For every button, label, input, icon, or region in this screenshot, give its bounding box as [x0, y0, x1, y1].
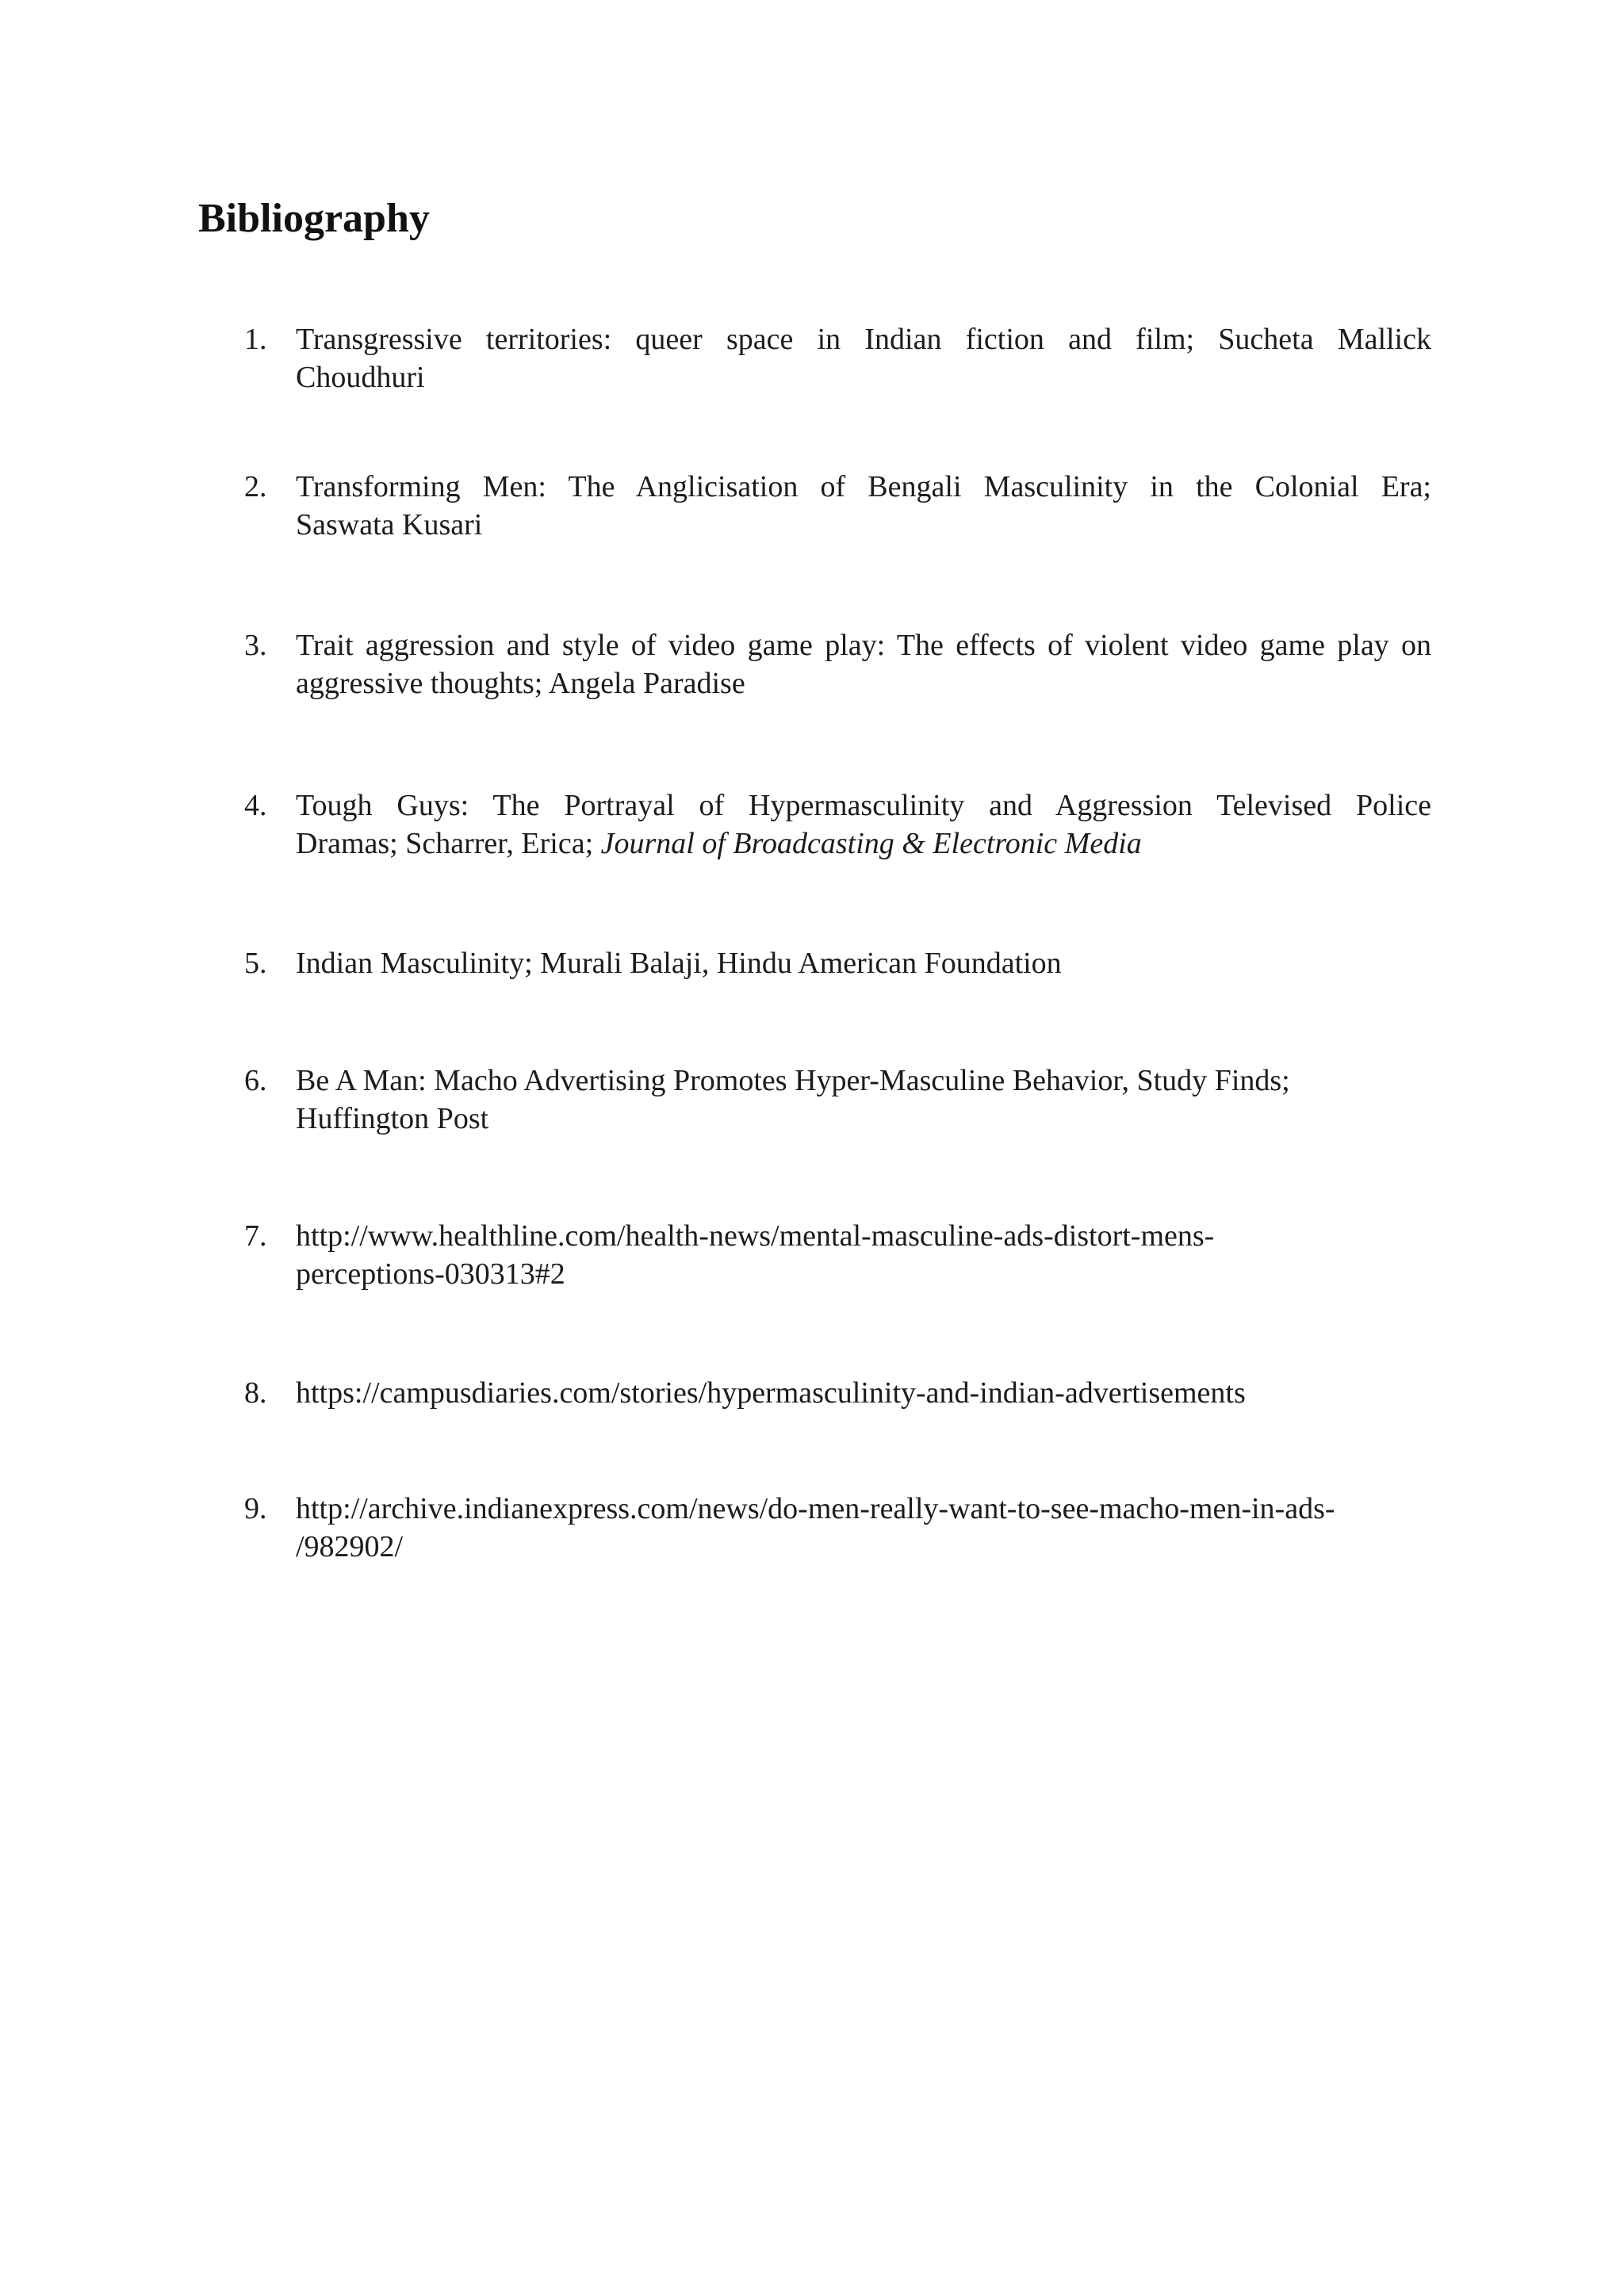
entry-line: Transgressive territories: queer space in Indian fiction and film; Sucheta Mallick: [296, 323, 1431, 356]
list-item-text: [296, 320, 1431, 396]
entry-plain-text: Dramas; Scharrer, Erica;: [296, 827, 601, 860]
list-item-number: 9.: [244, 1492, 267, 1525]
entry-line: Saswata Kusari: [296, 508, 483, 541]
list-item-number: 5.: [244, 947, 267, 980]
list-item-text: [296, 1490, 1431, 1566]
entry-line: Be A Man: Macho Advertising Promotes Hyper-Masculine Behavior, Study Finds;: [296, 1064, 1290, 1097]
list-item-text: [296, 944, 1431, 982]
page-title: Bibliography: [198, 196, 430, 241]
entry-url-line: https://campusdiaries.com/stories/hypermasculinity-and-indian-advertisements: [296, 1376, 1246, 1410]
list-item-text: [296, 1374, 1431, 1412]
journal-title: Journal of Broadcasting & Electronic Media: [600, 827, 1142, 860]
entry-line: aggressive thoughts; Angela Paradise: [296, 667, 745, 700]
list-item-text: [296, 1062, 1431, 1138]
list-item-number: 1.: [244, 323, 267, 356]
list-item-text: [296, 1217, 1431, 1293]
list-item-text: [296, 786, 1431, 863]
entry-url-line: perceptions-030313#2: [296, 1257, 565, 1291]
list-item-number: 8.: [244, 1376, 267, 1410]
entry-url-line: /982902/: [296, 1530, 404, 1563]
list-item-text: [296, 626, 1431, 702]
list-item-number: 2.: [244, 470, 267, 503]
entry-line: Huffington Post: [296, 1102, 489, 1135]
list-item-number: 6.: [244, 1064, 267, 1097]
entry-line: Transforming Men: The Anglicisation of Bengali Masculinity in the Colonial Era;: [296, 470, 1431, 503]
list-item-text: [296, 468, 1431, 544]
list-item-number: 4.: [244, 789, 267, 822]
entry-line: [296, 825, 1431, 863]
list-item-number: 3.: [244, 629, 267, 662]
entry-line: Tough Guys: The Portrayal of Hypermasculinity and Aggression Televised Police: [296, 789, 1431, 822]
entry-line: Indian Masculinity; Murali Balaji, Hindu American Foundation: [296, 947, 1062, 980]
entry-url-line: http://archive.indianexpress.com/news/do-men-really-want-to-see-macho-men-in-ads-: [296, 1492, 1335, 1525]
entry-line: Choudhuri: [296, 361, 425, 394]
entry-line: Trait aggression and style of video game play: The effects of violent video game play on: [296, 629, 1431, 662]
entry-url-line: http://www.healthline.com/health-news/mental-masculine-ads-distort-mens-: [296, 1219, 1215, 1253]
list-item-number: 7.: [244, 1219, 267, 1253]
